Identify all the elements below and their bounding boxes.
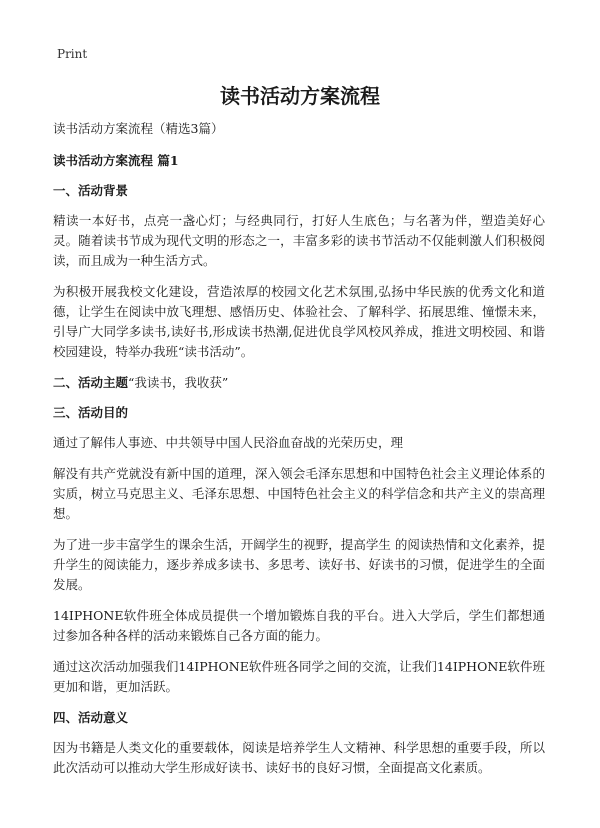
page-title: 读书活动方案流程 bbox=[220, 84, 380, 108]
document-body bbox=[53, 119, 545, 789]
section-heading-theme bbox=[53, 373, 545, 393]
paragraph: 因为书籍是人类文化的重要载体，阅读是培养学生人文精神、科学思想的重要手段，所以此次活动可以推动大学生形成好读书、读好书的良好习惯，全面提高文化素质。 bbox=[53, 740, 545, 775]
part-heading: 读书活动方案流程 篇1 bbox=[53, 153, 179, 168]
paragraph: 通过这次活动加强我们14IPHONE软件班各同学之间的交流，让我们14IPHONE软件班更加和谐，更加活跃。 bbox=[53, 659, 545, 694]
theme-text: “我读书，我收获” bbox=[128, 375, 229, 390]
paragraph: 解没有共产党就没有新中国的道理，深入领会毛泽东思想和中国特色社会主义理论体系的实质，树立马克思主义、毛泽东思想、中国特色社会主义的科学信念和共产主义的崇高理想。 bbox=[53, 466, 545, 521]
section-heading-significance: 四、活动意义 bbox=[53, 710, 129, 725]
paragraph: 为积极开展我校文化建设，营造浓厚的校园文化艺术氛围,弘扬中华民族的优秀文化和道德，让学生在阅读中放飞理想、感悟历史、体验社会、了解科学、拓展思维、憧憬未来，引导广大同学多读书,读好书,形成读书热潮,促进优良学风校风养成，推进文明校园、和谐校园建设，特举办我班“读书活动”。 bbox=[53, 284, 545, 359]
paragraph: 14IPHONE软件班全体成员提供一个增加锻炼自我的平台。进入大学后，学生们都想通过参加各种各样的活动来锻炼自己各方面的能力。 bbox=[53, 608, 545, 643]
section-heading-background: 一、活动背景 bbox=[53, 183, 129, 198]
paragraph: 通过了解伟人事迹、中共领导中国人民浴血奋战的光荣历史，理 bbox=[53, 435, 404, 450]
paragraph: 精读一本好书，点亮一盏心灯；与经典同行，打好人生底色；与名著为伴，塑造美好心灵。随着读书节成为现代文明的形态之一，丰富多彩的读书节活动不仅能刺激人们积极阅读，而且成为一种生活方式。 bbox=[53, 213, 545, 268]
document-subtitle: 读书活动方案流程（精选3篇） bbox=[53, 121, 224, 136]
section-heading-purpose: 三、活动目的 bbox=[53, 405, 129, 420]
section-heading-label: 二、活动主题 bbox=[53, 375, 129, 390]
paragraph: 为了进一步丰富学生的课余生活，开阔学生的视野，提高学生 的阅读热情和文化素养，提升学生的阅读能力，逐步养成多读书、多思考、读好书、好读书的习惯，促进学生的全面发展。 bbox=[53, 537, 545, 592]
print-link[interactable]: Print bbox=[57, 47, 88, 61]
